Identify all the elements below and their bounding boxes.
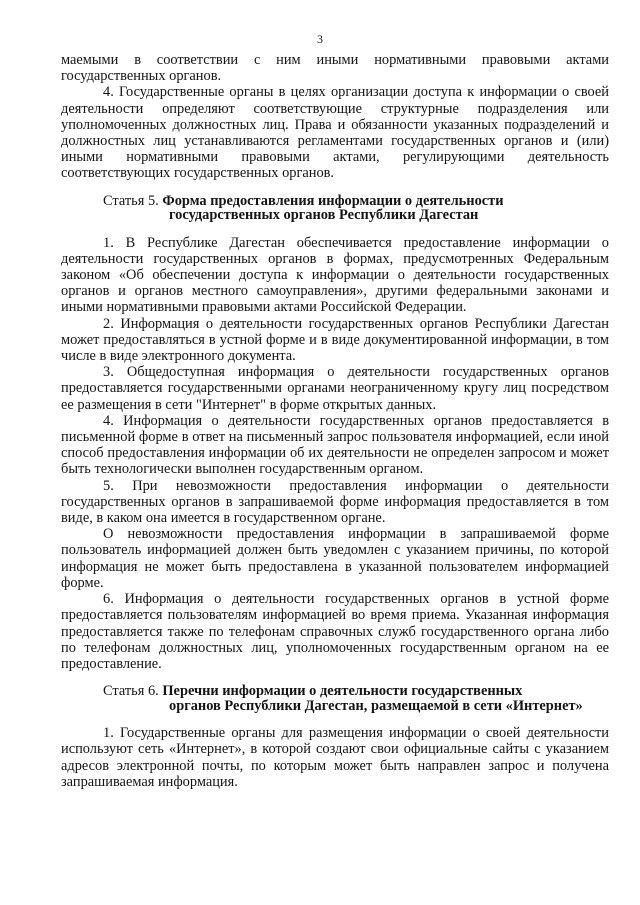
page-number: 3 bbox=[317, 32, 323, 46]
article-5-paragraph: О невозможности предоставления информации в запрашиваемой форме пользователь информацией должен быть уведомлен с указанием причины, по которой информация не может быть предоставлена в указанной пользователем информацией форме. bbox=[61, 526, 609, 591]
article-5-heading bbox=[103, 194, 609, 223]
article-5-title-line2: государственных органов Республики Дагестан bbox=[169, 207, 479, 224]
article-5-paragraph: 1. В Республике Дагестан обеспечивается предоставление информации о деятельности государственных органов в формах, предусмотренных Федеральным законом «Об обеспечении доступа к информации о деятельности государственных органов и органов местного самоуправления», другими федеральными законами и иными нормативными правовыми актами Российской Федерации. bbox=[61, 234, 609, 316]
article-6-paragraph: 1. Государственные органы для размещения информации о своей деятельности используют сеть «Интернет», в которой создают свои официальные сайты с указанием адресов электронной почты, по которым может быть направлен запрос и получена запрашиваемая информация. bbox=[61, 725, 609, 790]
article-6-heading bbox=[103, 684, 609, 713]
article-5-number: Статья 5. bbox=[103, 192, 159, 209]
article-5-paragraph: 5. При невозможности предоставления информации о деятельности государственных органов в запрашиваемой форме информация предоставляется в том виде, в каком она имеется в государственном органе. bbox=[61, 477, 609, 527]
article-5-paragraph: 3. Общедоступная информация о деятельности государственных органов предоставляется государственными органами неограниченному кругу лиц посредством ее размещения в сети "Интернет" в форме открытых данных. bbox=[61, 364, 609, 413]
article-5-paragraph: 4. Информация о деятельности государственных органов предоставляется в письменной форме в ответ на письменный запрос пользователя информацией, если иной способ предоставления информации об их деятельности не определен запросом и может быть технологически выполнен государственным органом. bbox=[61, 412, 609, 478]
article-6-title-line2: органов Республики Дагестан, размещаемой в сети «Интернет» bbox=[169, 697, 583, 714]
article-6-number: Статья 6. bbox=[103, 683, 159, 700]
article-6-title-line1: Перечни информации о деятельности государственных bbox=[162, 683, 523, 700]
article-5-paragraph: 6. Информация о деятельности государственных органов в устной форме предоставляется пользователям информацией во время приема. Указанная информация предоставляется также по телефонам справочных служб государственного органа либо по телефонам должностных лиц, уполномоченных государственным органом на ее предоставление. bbox=[61, 591, 609, 672]
article-5-paragraph: 2. Информация о деятельности государственных органов Республики Дагестан может предоставляться в устной форме и в виде документированной информации, в том числе в виде электронного документа. bbox=[61, 315, 609, 365]
paragraph-continuation: маемыми в соответствии с ним иными нормативными правовыми актами государственных органов. bbox=[61, 52, 609, 85]
article-5-title-line1: Форма предоставления информации о деятельности bbox=[162, 192, 504, 209]
paragraph-article4-item4: 4. Государственные органы в целях организации доступа к информации о своей деятельности определяют соответствующие структурные подразделения или уполномоченных должностных лиц. Права и обязанности указанных подразделений и должностных лиц устанавливаются регламентами государственных органов и (или) иными нормативными правовыми актами, регулирующими деятельность соответствующих государственных органов. bbox=[61, 84, 609, 182]
document-body bbox=[61, 52, 609, 790]
